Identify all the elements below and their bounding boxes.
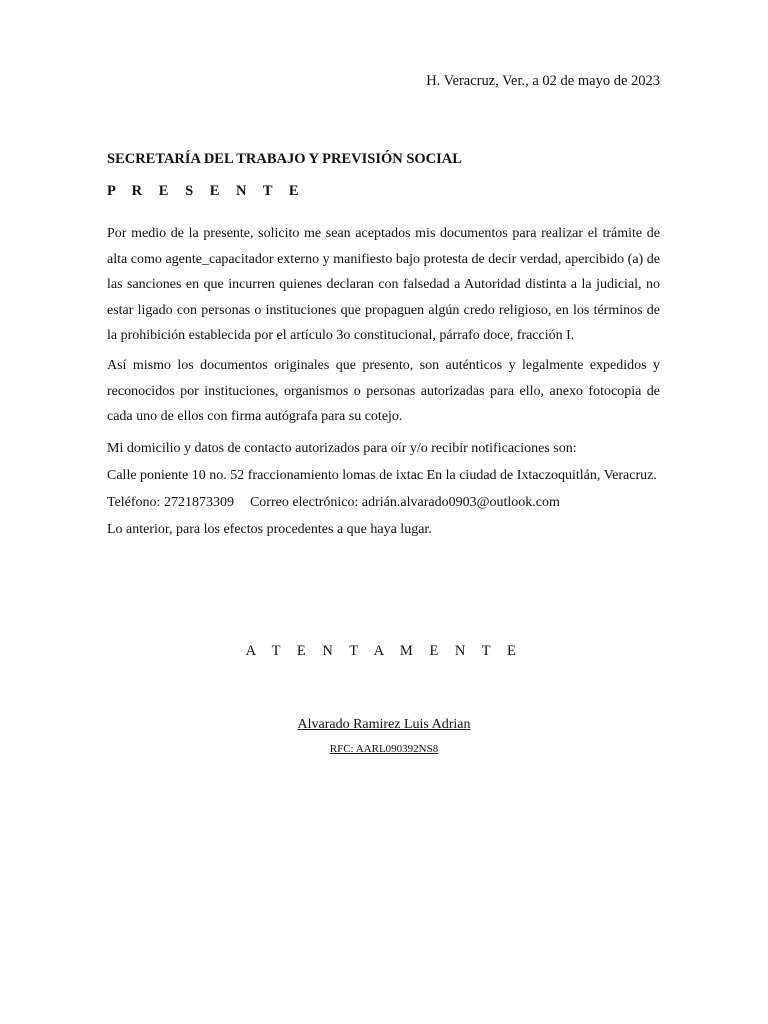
email-address: Correo electrónico: adrián.alvarado0903@outlook.com: [249, 495, 560, 510]
address-line: Calle poniente 10 no. 52 fraccionamiento lomas de ixtac En la ciudad de Ixtaczoquitlán, Veracruz.: [107, 468, 657, 483]
paragraph-request: Por medio de la presente, solicito me sean aceptados mis documentos para realizar el trámite de alta como agente_capacitador externo y manifiesto bajo protesta de decir verdad, apercibido (a) de las sanciones en que incurren quienes declaran con falsedad a Autoridad distinta a la judicial, no estar ligado con personas o instituciones que propaguen algún credo religioso, en los términos de la prohibición establecida por el artículo 3o constitucional, párrafo doce, fracción I.: [107, 226, 660, 343]
recipient-heading: SECRETARÍA DEL TRABAJO Y PREVISIÓN SOCIAL: [107, 151, 462, 167]
rfc-block: [0, 742, 768, 756]
signer-name: Alvarado Ramirez Luis Adrian: [297, 717, 471, 732]
rfc-code: RFC: AARL090392NS8: [329, 743, 439, 755]
closing-line: Lo anterior, para los efectos procedentes a que haya lugar.: [107, 522, 432, 537]
phone-number: Teléfono: 2721873309: [107, 495, 234, 510]
salutation: P R E S E N T E: [107, 183, 306, 199]
signature-block: [0, 716, 768, 734]
contact-intro: Mi domicilio y datos de contacto autorizados para oír y/o recibir notificaciones son:: [107, 441, 577, 456]
date-line: H. Veracruz, Ver., a 02 de mayo de 2023: [426, 73, 660, 89]
paragraph-authenticity: Así mismo los documentos originales que presento, son auténticos y legalmente expedidos y reconocidos por instituciones, organismos o personas autorizadas para ello, anexo fotocopia de cada uno de ellos con firma autógrafa para su cotejo.: [107, 358, 660, 424]
contact-line: [107, 494, 560, 512]
sign-off: A T E N T A M E N T E: [245, 643, 523, 659]
